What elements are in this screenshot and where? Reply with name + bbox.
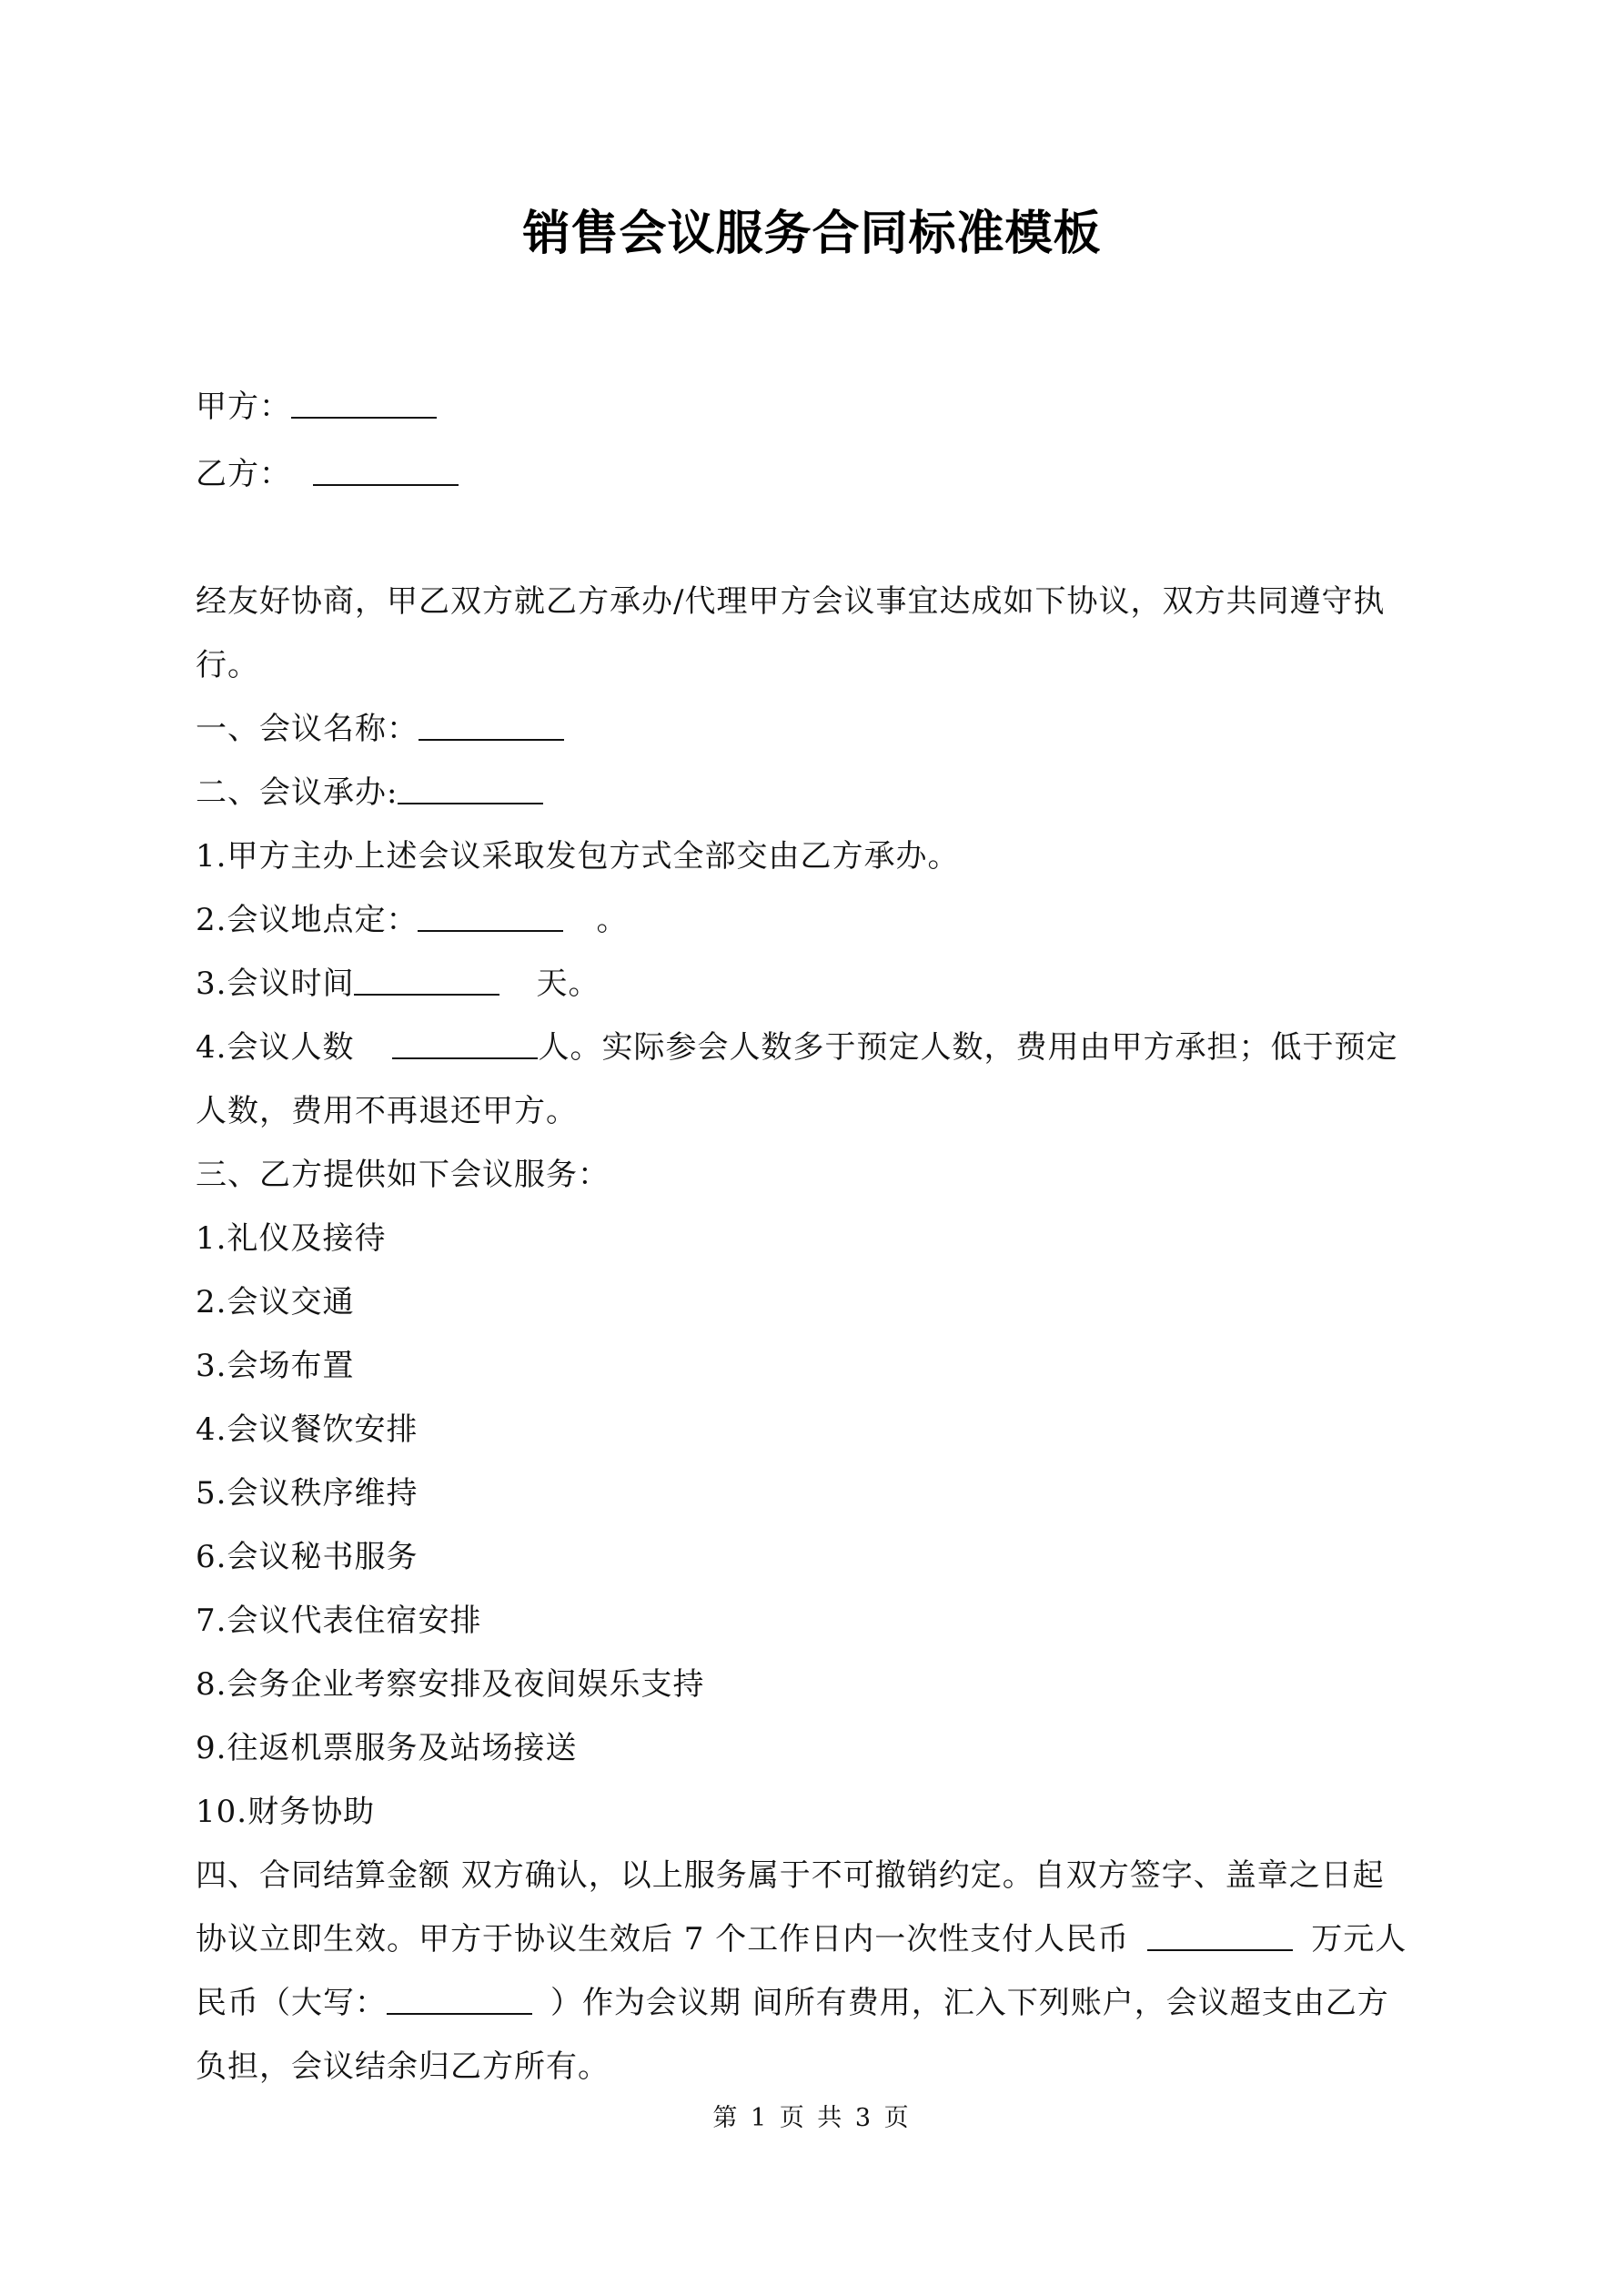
party-b-label: 乙方：: [196, 456, 291, 492]
item-2-2-end: 。: [596, 902, 629, 938]
service-item: 2.会议交通: [196, 1284, 355, 1320]
intro-line-2: 行。: [196, 647, 259, 683]
party-b-blank[interactable]: [313, 453, 459, 486]
section-4-line-3-label: 民币（大写：: [196, 1985, 387, 2021]
page-number: 第 1 页 共 3 页: [712, 2104, 912, 2132]
section-4-line-3: [196, 1980, 1433, 2026]
section-4-line-3-text: ）作为会议期 间所有费用，汇入下列账户，会议超支由乙方: [550, 1985, 1389, 2021]
section-4-line-2-text: 协议立即生效。甲方于协议生效后 7 个工作日内一次性支付人民币: [196, 1921, 1130, 1957]
item-2-1: 1.甲方主办上述会议采取发包方式全部交由乙方承办。: [196, 838, 960, 875]
party-b-line: [196, 451, 1433, 497]
service-item: 8.会务企业考察安排及夜间娱乐支持: [196, 1666, 705, 1703]
item-2-4-line-2: 人数，费用不再退还甲方。: [196, 1093, 578, 1129]
meeting-name-blank[interactable]: [419, 708, 564, 741]
organizer-blank[interactable]: [398, 772, 543, 804]
item-2-2: [196, 897, 1433, 943]
section-4-line-4: 负担，会议结余归乙方所有。: [196, 2048, 610, 2085]
meeting-days-blank[interactable]: [354, 963, 499, 996]
item-2-4-text: 人。实际参会人数多于预定人数，费用由甲方承担；低于预定: [538, 1029, 1398, 1066]
meeting-location-blank[interactable]: [418, 899, 563, 932]
service-item: 5.会议秩序维持: [196, 1475, 419, 1512]
item-2-3: [196, 961, 1433, 1006]
service-item: 6.会议秘书服务: [196, 1539, 419, 1575]
section-2-line: [196, 770, 1433, 815]
section-1-line: [196, 706, 1433, 752]
section-4-line-2-end: 万元人: [1311, 1921, 1407, 1957]
intro-line-1: 经友好协商，甲乙双方就乙方承办/代理甲方会议事宜达成如下协议，双方共同遵守执: [196, 583, 1386, 620]
service-item: 4.会议餐饮安排: [196, 1411, 419, 1448]
section-1-label: 一、会议名称：: [196, 711, 419, 747]
party-a-label: 甲方：: [196, 389, 291, 425]
service-item: 9.往返机票服务及站场接送: [196, 1730, 578, 1766]
service-item: 1.礼仪及接待: [196, 1220, 387, 1257]
service-item: 10.财务协助: [196, 1794, 376, 1830]
party-a-line: [196, 384, 1433, 430]
section-3-label: 三、乙方提供如下会议服务：: [196, 1157, 610, 1193]
section-4-line-2: [196, 1917, 1433, 1962]
item-2-3-label: 3.会议时间: [196, 966, 355, 1002]
amount-uppercase-blank[interactable]: [387, 1982, 532, 2015]
amount-blank[interactable]: [1147, 1918, 1293, 1951]
party-a-blank[interactable]: [291, 386, 437, 419]
service-item: 3.会场布置: [196, 1348, 355, 1384]
section-2-label: 二、会议承办:: [196, 774, 398, 811]
service-item: 7.会议代表住宿安排: [196, 1603, 482, 1639]
item-2-2-label: 2.会议地点定：: [196, 902, 419, 938]
section-4-line-1: 四、合同结算金额 双方确认，以上服务属于不可撤销约定。自双方签字、盖章之日起: [196, 1857, 1385, 1894]
item-2-4-label: 4.会议人数: [196, 1029, 355, 1066]
document-title: 销售会议服务合同标准模板: [522, 207, 1102, 261]
item-2-4: [196, 1025, 1433, 1070]
attendee-count-blank[interactable]: [392, 1027, 538, 1059]
item-2-3-end: 天。: [536, 966, 600, 1002]
